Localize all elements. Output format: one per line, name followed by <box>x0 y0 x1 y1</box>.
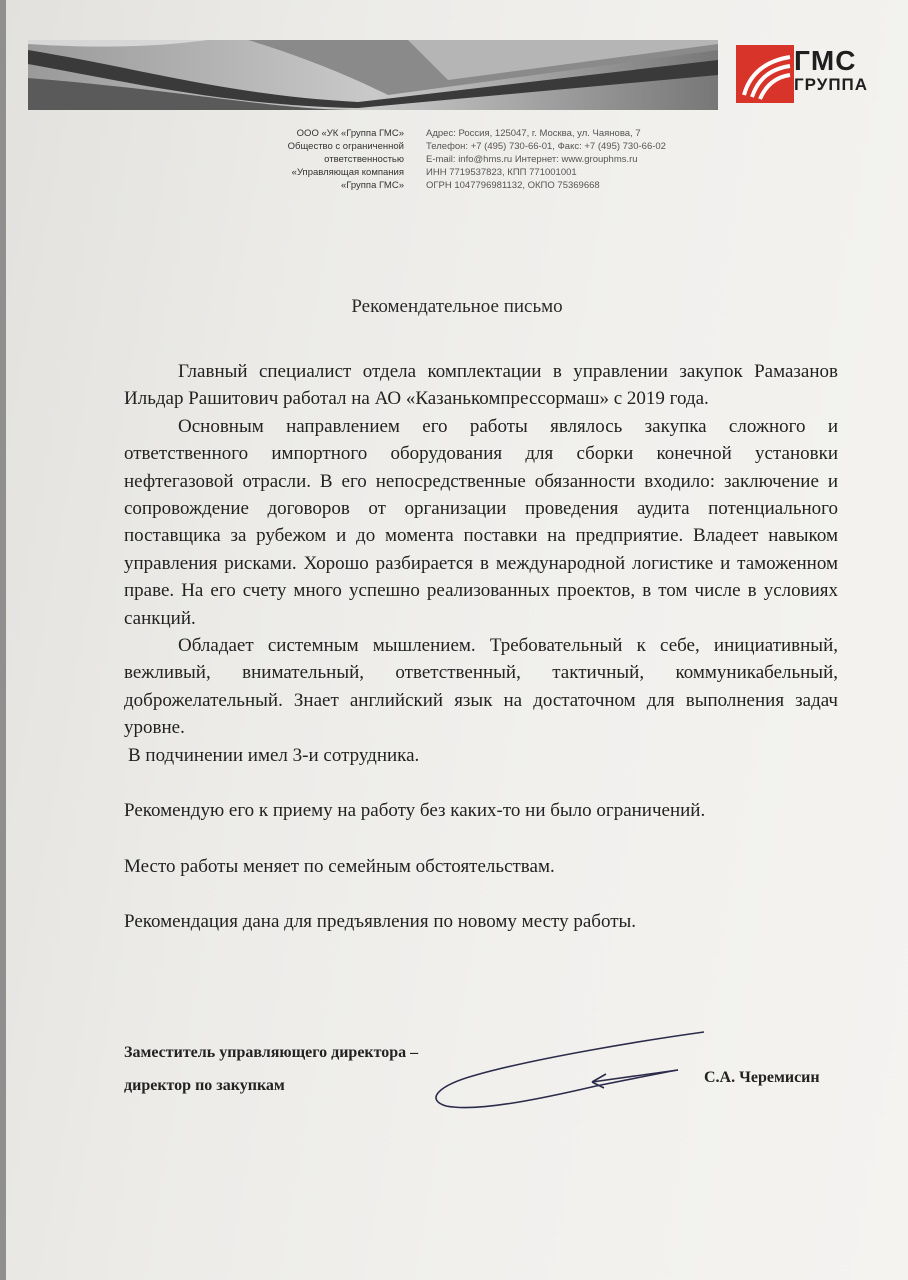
address-line: Адрес: Россия, 125047, г. Москва, ул. Чаянова, 7 <box>426 128 641 139</box>
closing-line: Рекомендую его к приему на работу без каких-то ни было ограничений. <box>124 800 706 822</box>
subordinates-line: В подчинении имел 3-и сотрудника. <box>128 744 420 766</box>
contact-block <box>426 127 746 192</box>
logo-name: ГМС <box>794 45 857 76</box>
company-logo <box>736 45 876 107</box>
body-paragraph: Обладает системным мышлением. Требовательный к себе, инициативный, вежливый, внимательный, ответственный, тактичный, коммуникабельный, доброжелательный. Знает английский язык на достаточном для выполнения задач уровне. <box>124 635 838 739</box>
signatory-role <box>124 1036 418 1102</box>
email-line: E-mail: info@hms.ru Интернет: www.grouphms.ru <box>426 154 638 165</box>
body-paragraph: Основным направлением его работы являлось закупка сложного и ответственного импортного оборудования для сборки конечной установки нефтегазовой отрасли. В его непосредственные обязанности входило: заключение и сопровождение договоров от организации проведения аудита потенциального поставщика за рубежом и до момента поставки на предприятие. Владеет навыком управления рисками. Хорошо разбирается в международной логистике и таможенном праве. На его счету много успешно реализованных проектов, в том числе в условиях санкций. <box>124 415 838 629</box>
closing-line: Рекомендация дана для предъявления по новому месту работы. <box>124 910 637 932</box>
letter-body <box>124 358 838 935</box>
org-name-block <box>246 127 404 192</box>
org-line: «Управляющая компания <box>291 167 404 178</box>
letterhead-banner <box>28 40 718 110</box>
org-line: «Группа ГМС» <box>340 180 404 191</box>
letter-title: Рекомендательное письмо <box>351 296 563 317</box>
logo-mark-icon <box>736 45 794 103</box>
org-line: Общество с ограниченной <box>287 141 404 152</box>
signatory-name: С.А. Черемисин <box>704 1069 820 1086</box>
signatory-role-line: Заместитель управляющего директора – <box>124 1044 419 1061</box>
letter-sheet <box>6 0 908 1280</box>
handwritten-signature <box>416 1020 716 1120</box>
body-paragraph: Главный специалист отдела комплектации в управлении закупок Рамазанов Ильдар Рашитович работал на АО «Казанькомпрессормаш» с 2019 года. <box>124 361 838 410</box>
closing-line: Место работы меняет по семейным обстоятельствам. <box>124 855 555 877</box>
org-line: ООО «УК «Группа ГМС» <box>296 128 404 139</box>
logo-subtitle: ГРУППА <box>794 75 869 94</box>
inn-line: ИНН 7719537823, КПП 771001001 <box>426 167 577 178</box>
phone-line: Телефон: +7 (495) 730-66-01, Факс: +7 (495) 730-66-02 <box>426 141 666 152</box>
ogrn-line: ОГРН 1047796981132, ОКПО 75369668 <box>426 180 600 191</box>
signatory-role-line: директор по закупкам <box>124 1077 285 1094</box>
org-line: ответственностью <box>324 154 404 165</box>
